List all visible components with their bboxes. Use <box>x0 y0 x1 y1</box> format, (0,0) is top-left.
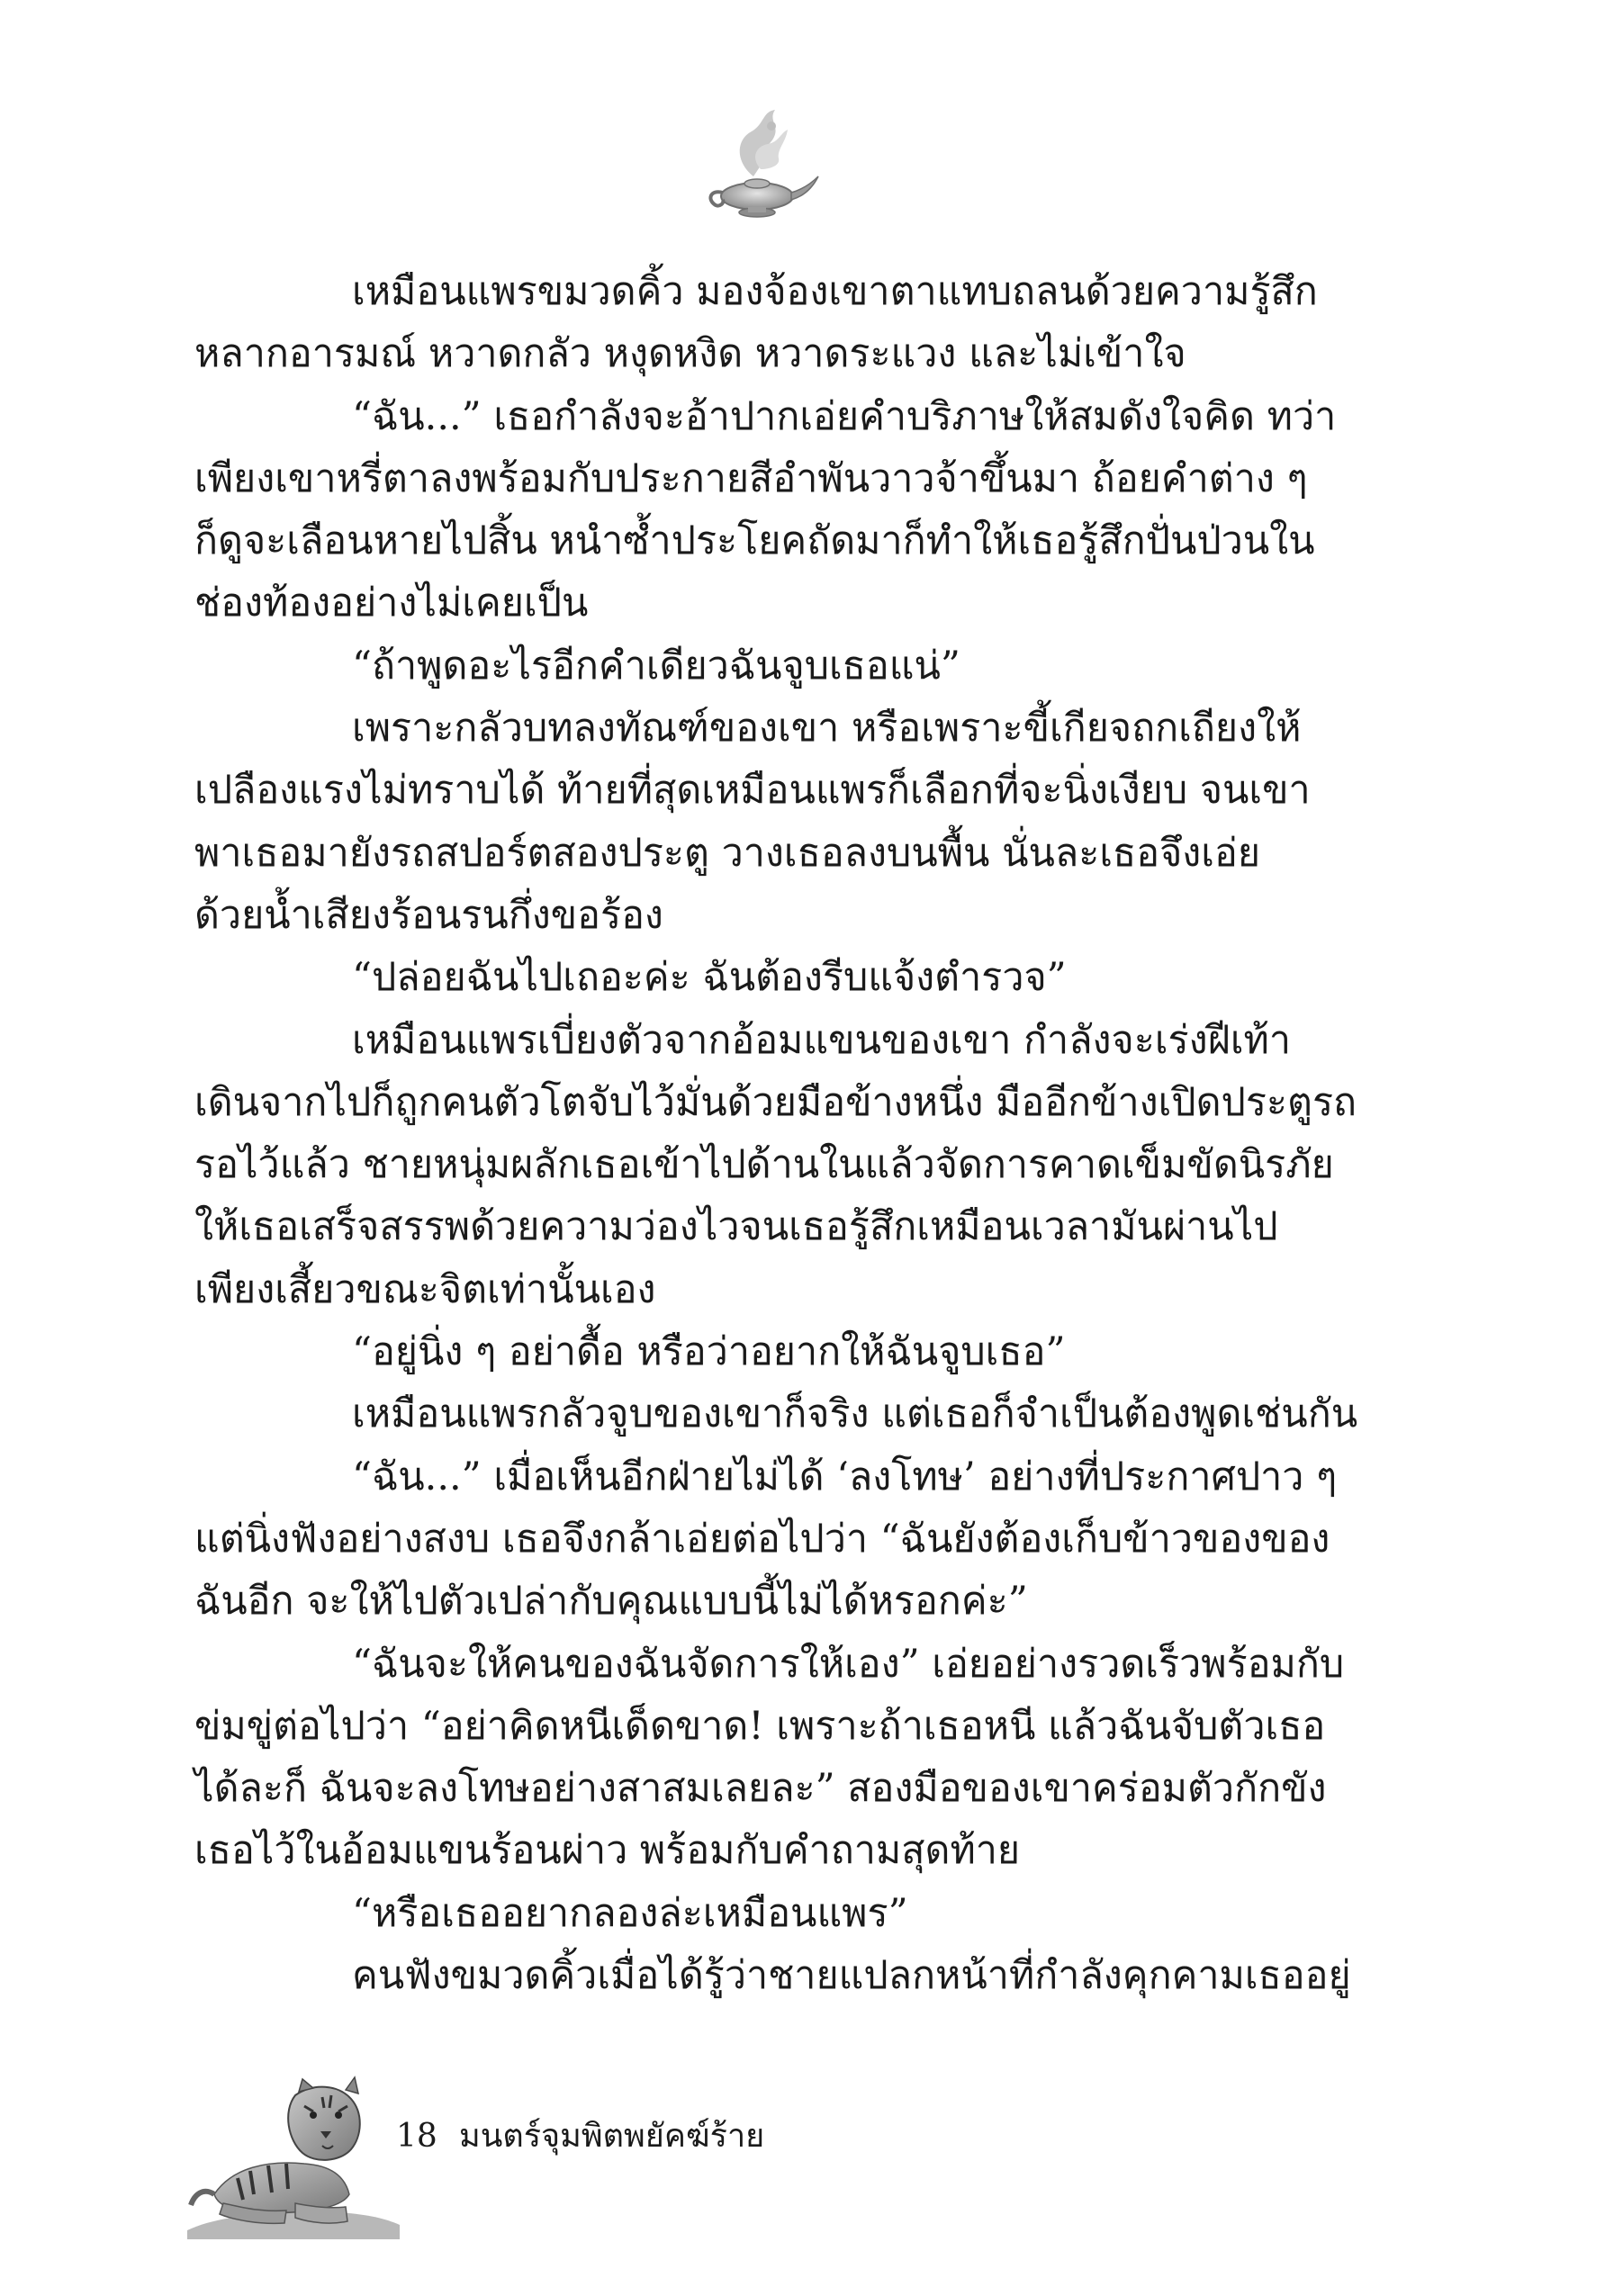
body-text <box>194 261 1358 2007</box>
magic-lamp-icon <box>698 106 824 232</box>
text-line: แต่นิ่งฟังอย่างสงบ เธอจึงกล้าเอ่ยต่อไปว่า “ฉันยังต้องเก็บข้าวของของ <box>194 1516 1330 1562</box>
text-line: ข่มขู่ต่อไปว่า “อย่าคิดหนีเด็ดขาด! เพราะถ้าเธอหนี แล้วฉันจับตัวเธอ <box>194 1703 1326 1749</box>
text-line: เหมือนแพรขมวดคิ้ว มองจ้องเขาตาแทบถลนด้วยความรู้สึก <box>352 269 1318 314</box>
text-line: ฉันอีก จะให้ไปตัวเปล่ากับคุณแบบนี้ไม่ได้หรอกค่ะ” <box>194 1579 1028 1625</box>
text-line: ได้ละก็ ฉันจะลงโทษอย่างสาสมเลยละ” สองมือของเขาคร่อมตัวกักขัง <box>194 1766 1327 1812</box>
text-line: พาเธอมายังรถสปอร์ตสองประตู วางเธอลงบนพื้น นั่นละเธอจึงเอ่ย <box>194 830 1261 876</box>
text-line: รอไว้แล้ว ชายหนุ่มผลักเธอเข้าไปด้านในแล้วจัดการคาดเข็มขัดนิรภัย <box>194 1142 1334 1188</box>
text-line: “ปล่อยฉันไปเถอะค่ะ ฉันต้องรีบแจ้งตำรวจ” <box>352 955 1067 1001</box>
text-line: เพราะกลัวบทลงทัณฑ์ของเขา หรือเพราะขี้เกียจถกเถียงให้ <box>352 706 1302 752</box>
text-line: “ฉัน...” เธอกำลังจะอ้าปากเอ่ยคำบริภาษให้สมดังใจคิด ทว่า <box>352 393 1337 439</box>
text-line: “ฉัน...” เมื่อเห็นอีกฝ่ายไม่ได้ ‘ลงโทษ’ อย่างที่ประกาศปาว ๆ <box>352 1454 1338 1499</box>
text-line: “ถ้าพูดอะไรอีกคำเดียวฉันจูบเธอแน่” <box>352 643 960 689</box>
text-line: “อยู่นิ่ง ๆ อย่าดื้อ หรือว่าอยากให้ฉันจูบเธอ” <box>352 1329 1066 1375</box>
text-line: เดินจากไปก็ถูกคนตัวโตจับไว้มั่นด้วยมือข้างหนึ่ง มืออีกข้างเปิดประตูรถ <box>194 1079 1357 1125</box>
text-line: หลากอารมณ์ หวาดกลัว หงุดหงิด หวาดระแวง และไม่เข้าใจ <box>194 331 1186 377</box>
text-line: “ฉันจะให้คนของฉันจัดการให้เอง” เอ่ยอย่างรวดเร็วพร้อมกับ <box>352 1641 1345 1687</box>
text-line: ช่องท้องอย่างไม่เคยเป็น <box>194 581 589 626</box>
text-line: ด้วยน้ำเสียงร้อนรนกึ่งขอร้อง <box>194 892 663 938</box>
running-title: มนตร์จุมพิตพยัคฆ์ร้าย <box>459 2118 765 2155</box>
page-number: 18 <box>396 2118 437 2155</box>
tiger-icon <box>187 2059 403 2239</box>
text-line: “หรือเธออยากลองล่ะเหมือนแพร” <box>352 1890 908 1936</box>
text-line: เธอไว้ในอ้อมแขนร้อนผ่าว พร้อมกับคำถามสุดท้าย <box>194 1828 1021 1874</box>
text-line: ให้เธอเสร็จสรรพด้วยความว่องไวจนเธอรู้สึกเหมือนเวลามันผ่านไป <box>194 1204 1278 1250</box>
text-line: ก็ดูจะเลือนหายไปสิ้น หนำซ้ำประโยคถัดมาก็ทำให้เธอรู้สึกปั่นป่วนใน <box>194 518 1315 564</box>
text-line: เหมือนแพรเบี่ยงตัวจากอ้อมแขนของเขา กำลังจะเร่งฝีเท้า <box>352 1017 1292 1063</box>
text-line: เพียงเสี้ยวขณะจิตเท่านั้นเอง <box>194 1266 656 1312</box>
text-line: คนฟังขมวดคิ้วเมื่อได้รู้ว่าชายแปลกหน้าที่กำลังคุกคามเธออยู่ <box>352 1953 1351 1999</box>
text-line: เปลืองแรงไม่ทราบได้ ท้ายที่สุดเหมือนแพรก็เลือกที่จะนิ่งเงียบ จนเขา <box>194 768 1311 814</box>
text-line: เพียงเขาหรี่ตาลงพร้อมกับประกายสีอำพันวาวจ้าขึ้นมา ถ้อยคำต่าง ๆ <box>194 455 1308 501</box>
text-line: เหมือนแพรกลัวจูบของเขาก็จริง แต่เธอก็จำเป็นต้องพูดเช่นกัน <box>352 1391 1358 1437</box>
